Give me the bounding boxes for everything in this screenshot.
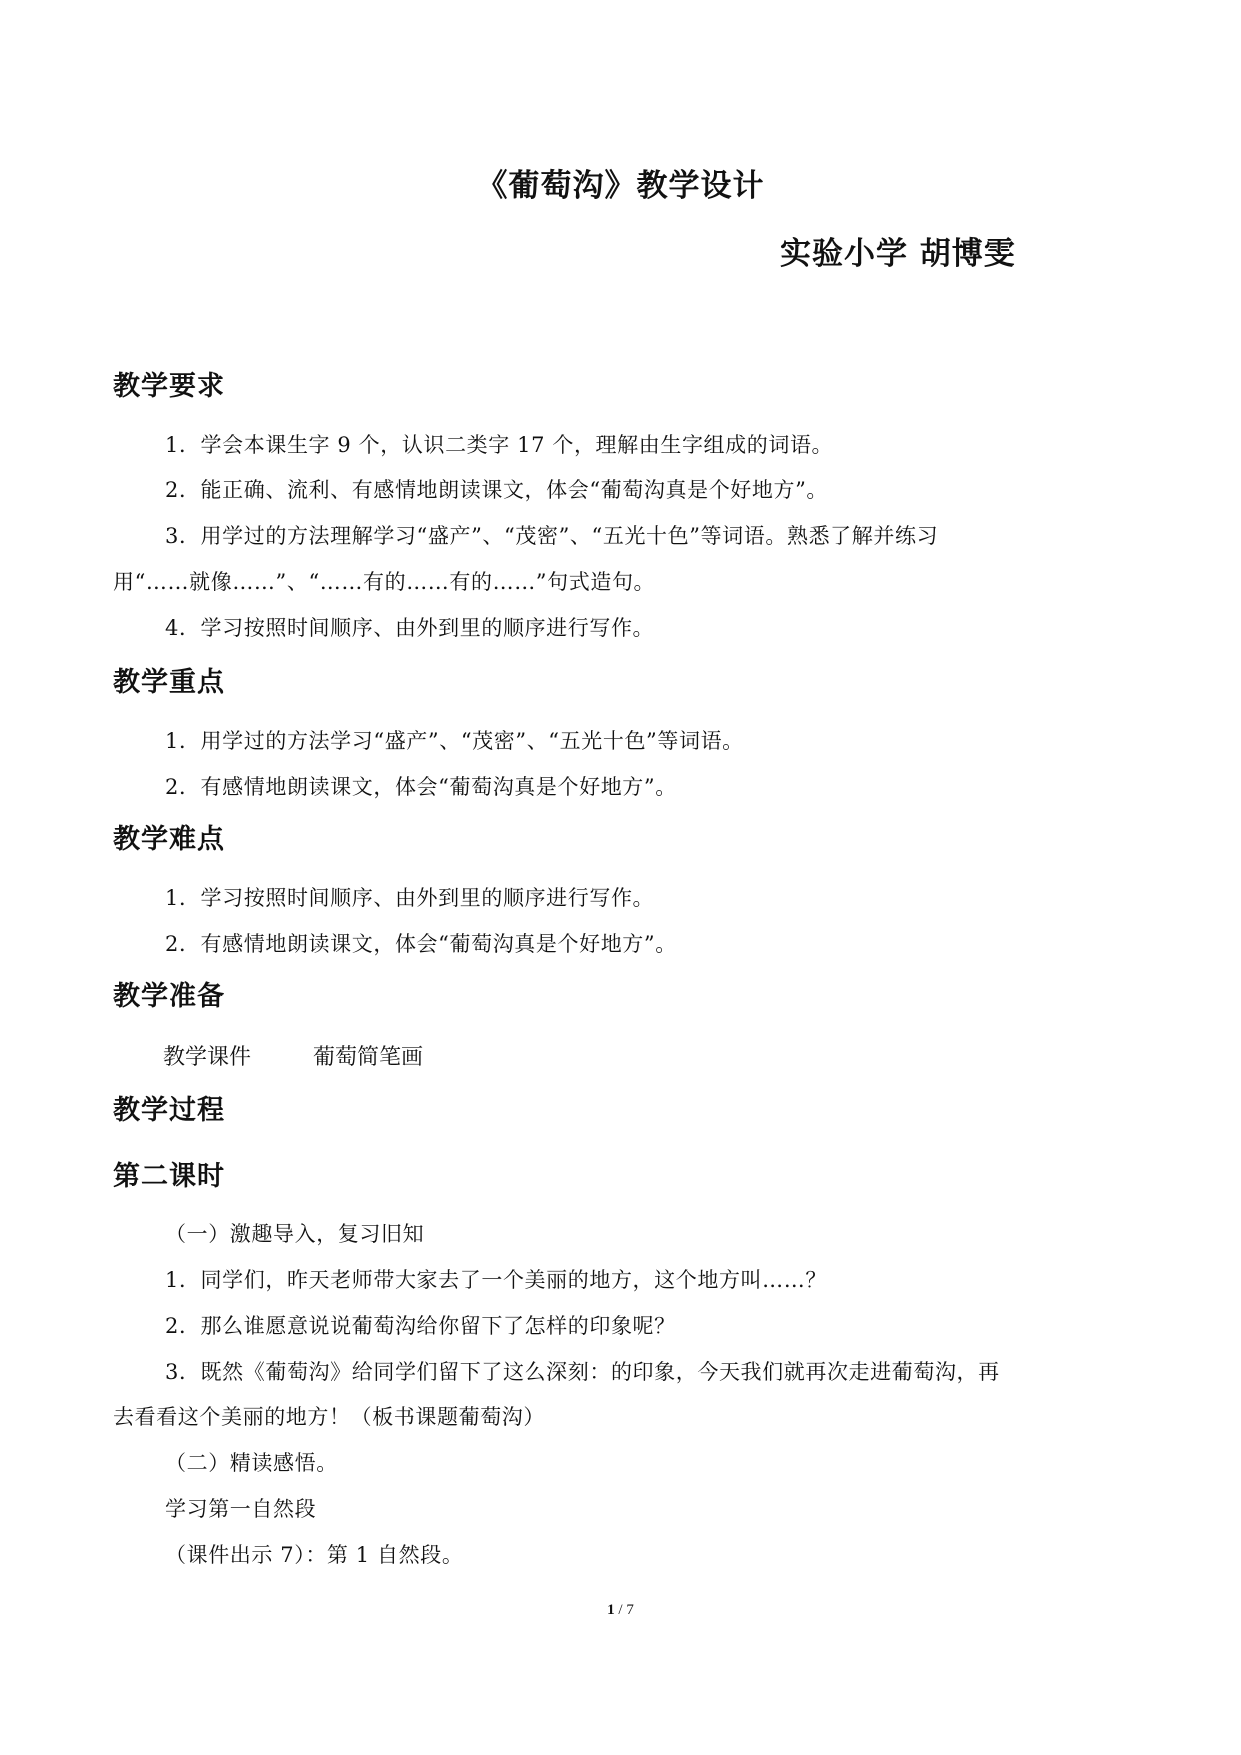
lesson-line: （课件出示 7）：第 1 自然段。 [165, 1543, 464, 1567]
lesson-line: 1．同学们，昨天老师带大家去了一个美丽的地方，这个地方叫……？ [165, 1268, 827, 1292]
heading-difficulties: 教学难点 [113, 824, 225, 855]
heading-requirements: 教学要求 [113, 371, 225, 402]
page-total: 7 [626, 1602, 634, 1618]
difficulty-item: 1．学习按照时间顺序、由外到里的顺序进行写作。 [165, 886, 655, 910]
heading-process: 教学过程 [113, 1095, 225, 1126]
key-point-item: 1．用学过的方法学习“盛产”、“茂密”、“五光十色”等词语。 [165, 729, 744, 753]
page-separator: / [614, 1602, 627, 1618]
heading-preparation: 教学准备 [113, 981, 225, 1012]
author-line: 实验小学 胡博雯 [780, 236, 1016, 272]
preparation-item: 教学课件 [163, 1045, 252, 1070]
heading-key-points: 教学重点 [113, 667, 225, 698]
document-title: 《葡萄沟》教学设计 [476, 168, 765, 204]
requirement-item: 2．能正确、流利、有感情地朗读课文，体会“葡萄沟真是个好地方”。 [165, 478, 829, 502]
requirement-item-continuation: 用“……就像……”、“……有的……有的……”句式造句。 [113, 570, 656, 594]
requirement-item: 4．学习按照时间顺序、由外到里的顺序进行写作。 [165, 616, 655, 640]
page-current: 1 [607, 1602, 615, 1618]
requirement-item: 1．学会本课生字 9 个，认识二类字 17 个，理解由生字组成的词语。 [165, 433, 834, 457]
lesson-line: （一）激趣导入，复习旧知 [165, 1222, 425, 1246]
key-point-item: 2．有感情地朗读课文，体会“葡萄沟真是个好地方”。 [165, 775, 677, 799]
lesson-line: （二）精读感悟。 [165, 1451, 338, 1475]
page-number [0, 1602, 1241, 1619]
lesson-line-continuation: 去看看这个美丽的地方！（板书课题葡萄沟） [113, 1405, 545, 1429]
difficulty-item: 2．有感情地朗读课文，体会“葡萄沟真是个好地方”。 [165, 932, 677, 956]
preparation-item: 葡萄简笔画 [313, 1045, 424, 1070]
heading-lesson-two: 第二课时 [113, 1161, 225, 1192]
lesson-line: 2．那么谁愿意说说葡萄沟给你留下了怎样的印象呢？ [165, 1314, 676, 1338]
lesson-line: 学习第一自然段 [165, 1497, 317, 1521]
lesson-line: 3．既然《葡萄沟》给同学们留下了这么深刻：的印象，今天我们就再次走进葡萄沟，再 [165, 1360, 1000, 1384]
requirement-item: 3．用学过的方法理解学习“盛产”、“茂密”、“五光十色”等词语。熟悉了解并练习 [165, 524, 939, 548]
